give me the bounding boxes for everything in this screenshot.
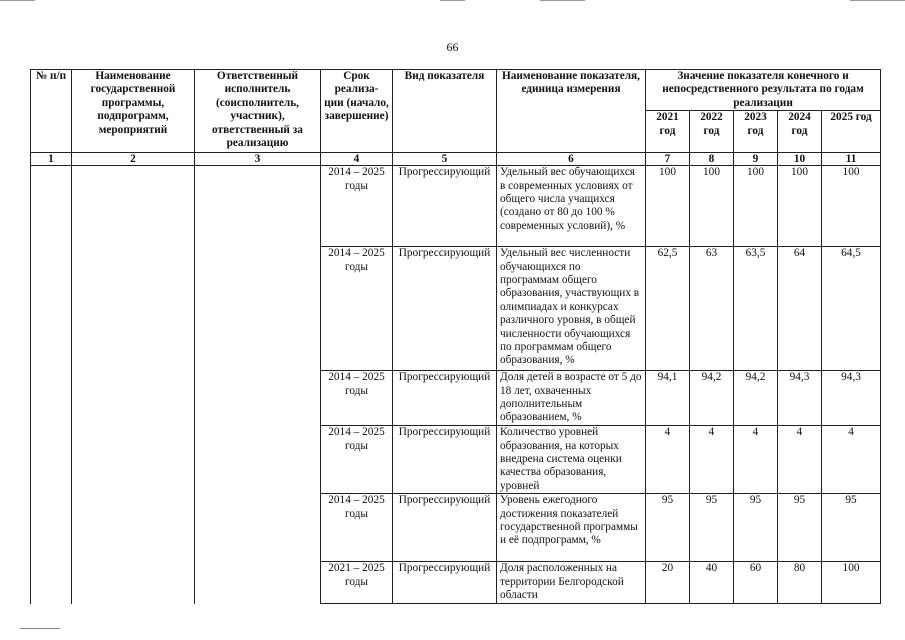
scan-edge-line <box>440 0 465 1</box>
page-number: 66 <box>446 40 459 54</box>
cell-value: 4 <box>690 426 734 494</box>
header-responsible: Ответственный исполнитель (соисполнитель, участник), ответственный за реализацию <box>195 70 321 153</box>
cell-period: 2014 – 2025 годы <box>321 426 393 494</box>
cell-value: 94,2 <box>690 371 734 426</box>
cell-value: 64,5 <box>822 247 881 371</box>
column-number: 6 <box>497 153 646 166</box>
cell-value: 40 <box>690 562 734 604</box>
cell-value: 4 <box>822 426 881 494</box>
header-year: 2021 год <box>646 111 690 153</box>
column-number: 4 <box>321 153 393 166</box>
header-indicator-name: Наименование показателя, единица измерения <box>497 70 646 153</box>
scan-edge-line <box>20 628 60 629</box>
column-number: 2 <box>72 153 195 166</box>
header-year: 2024 год <box>778 111 822 153</box>
column-number: 5 <box>393 153 497 166</box>
cell-value: 94,3 <box>778 371 822 426</box>
table-row <box>31 166 881 247</box>
column-number: 1 <box>31 153 72 166</box>
cell-value: 100 <box>690 166 734 247</box>
header-number: № п/п <box>31 70 72 153</box>
cell-value: 80 <box>778 562 822 604</box>
header-program-name: Наименование государственной программы, подпрограмм, мероприятий <box>72 70 195 153</box>
cell-period: 2021 – 2025 годы <box>321 562 393 604</box>
cell-indicator-name: Количество уровней образования, на которых внедрена система оценки качества образования, уровней <box>497 426 646 494</box>
header-year: 2022 год <box>690 111 734 153</box>
header-year: 2025 год <box>822 111 881 153</box>
cell-value: 94,1 <box>646 371 690 426</box>
column-number: 9 <box>734 153 778 166</box>
cell-indicator-name: Удельный вес численности обучающихся по программам общего образования, участвующих в олимпиадах и конкурсах различного уровня, в общей численности обучающихся по программам общего образования, % <box>497 247 646 371</box>
cell-program-empty <box>72 166 195 604</box>
header-year: 2023 год <box>734 111 778 153</box>
cell-value: 95 <box>822 494 881 562</box>
cell-value: 100 <box>822 562 881 604</box>
cell-indicator-name: Уровень ежегодного достижения показателей государственной программы и её подпрограмм, % <box>497 494 646 562</box>
column-number: 3 <box>195 153 321 166</box>
cell-indicator-name: Удельный вес обучающихся в современных условиях от общего числа учащихся (создано от 80 до 100 % современных условий), % <box>497 166 646 247</box>
cell-period: 2014 – 2025 годы <box>321 494 393 562</box>
cell-value: 94,3 <box>822 371 881 426</box>
cell-value: 4 <box>734 426 778 494</box>
cell-indicator-type: Прогрессирующий <box>393 166 497 247</box>
cell-value: 95 <box>734 494 778 562</box>
header-period: Срок реализа- ции (начало, завершение) <box>321 70 393 153</box>
cell-value: 100 <box>734 166 778 247</box>
cell-period: 2014 – 2025 годы <box>321 371 393 426</box>
cell-value: 94,2 <box>734 371 778 426</box>
cell-value: 64 <box>778 247 822 371</box>
cell-value: 100 <box>646 166 690 247</box>
cell-responsible-empty <box>195 166 321 604</box>
cell-indicator-type: Прогрессирующий <box>393 371 497 426</box>
cell-indicator-type: Прогрессирующий <box>393 247 497 371</box>
cell-period: 2014 – 2025 годы <box>321 247 393 371</box>
cell-indicator-type: Прогрессирующий <box>393 426 497 494</box>
header-indicator-type: Вид показателя <box>393 70 497 153</box>
cell-value: 4 <box>778 426 822 494</box>
cell-period: 2014 – 2025 годы <box>321 166 393 247</box>
header-values-group: Значение показателя конечного и непосредственного результата по годам реализации <box>646 70 881 111</box>
cell-indicator-type: Прогрессирующий <box>393 562 497 604</box>
scan-edge-line <box>850 0 905 1</box>
cell-indicator-name: Доля детей в возрасте от 5 до 18 лет, охваченных дополнительным образованием, % <box>497 371 646 426</box>
cell-value: 95 <box>646 494 690 562</box>
column-number: 11 <box>822 153 881 166</box>
cell-value: 62,5 <box>646 247 690 371</box>
cell-value: 95 <box>690 494 734 562</box>
column-number: 8 <box>690 153 734 166</box>
indicators-table <box>30 69 881 604</box>
cell-indicator-name: Доля расположенных на территории Белгородской области <box>497 562 646 604</box>
cell-value: 4 <box>646 426 690 494</box>
cell-indicator-type: Прогрессирующий <box>393 494 497 562</box>
cell-value: 100 <box>778 166 822 247</box>
column-number: 10 <box>778 153 822 166</box>
cell-value: 63 <box>690 247 734 371</box>
cell-value: 95 <box>778 494 822 562</box>
cell-value: 20 <box>646 562 690 604</box>
cell-value: 63,5 <box>734 247 778 371</box>
cell-number-empty <box>31 166 72 604</box>
cell-value: 60 <box>734 562 778 604</box>
scan-edge-line <box>0 0 35 1</box>
scan-edge-line <box>540 0 585 1</box>
column-number: 7 <box>646 153 690 166</box>
cell-value: 100 <box>822 166 881 247</box>
